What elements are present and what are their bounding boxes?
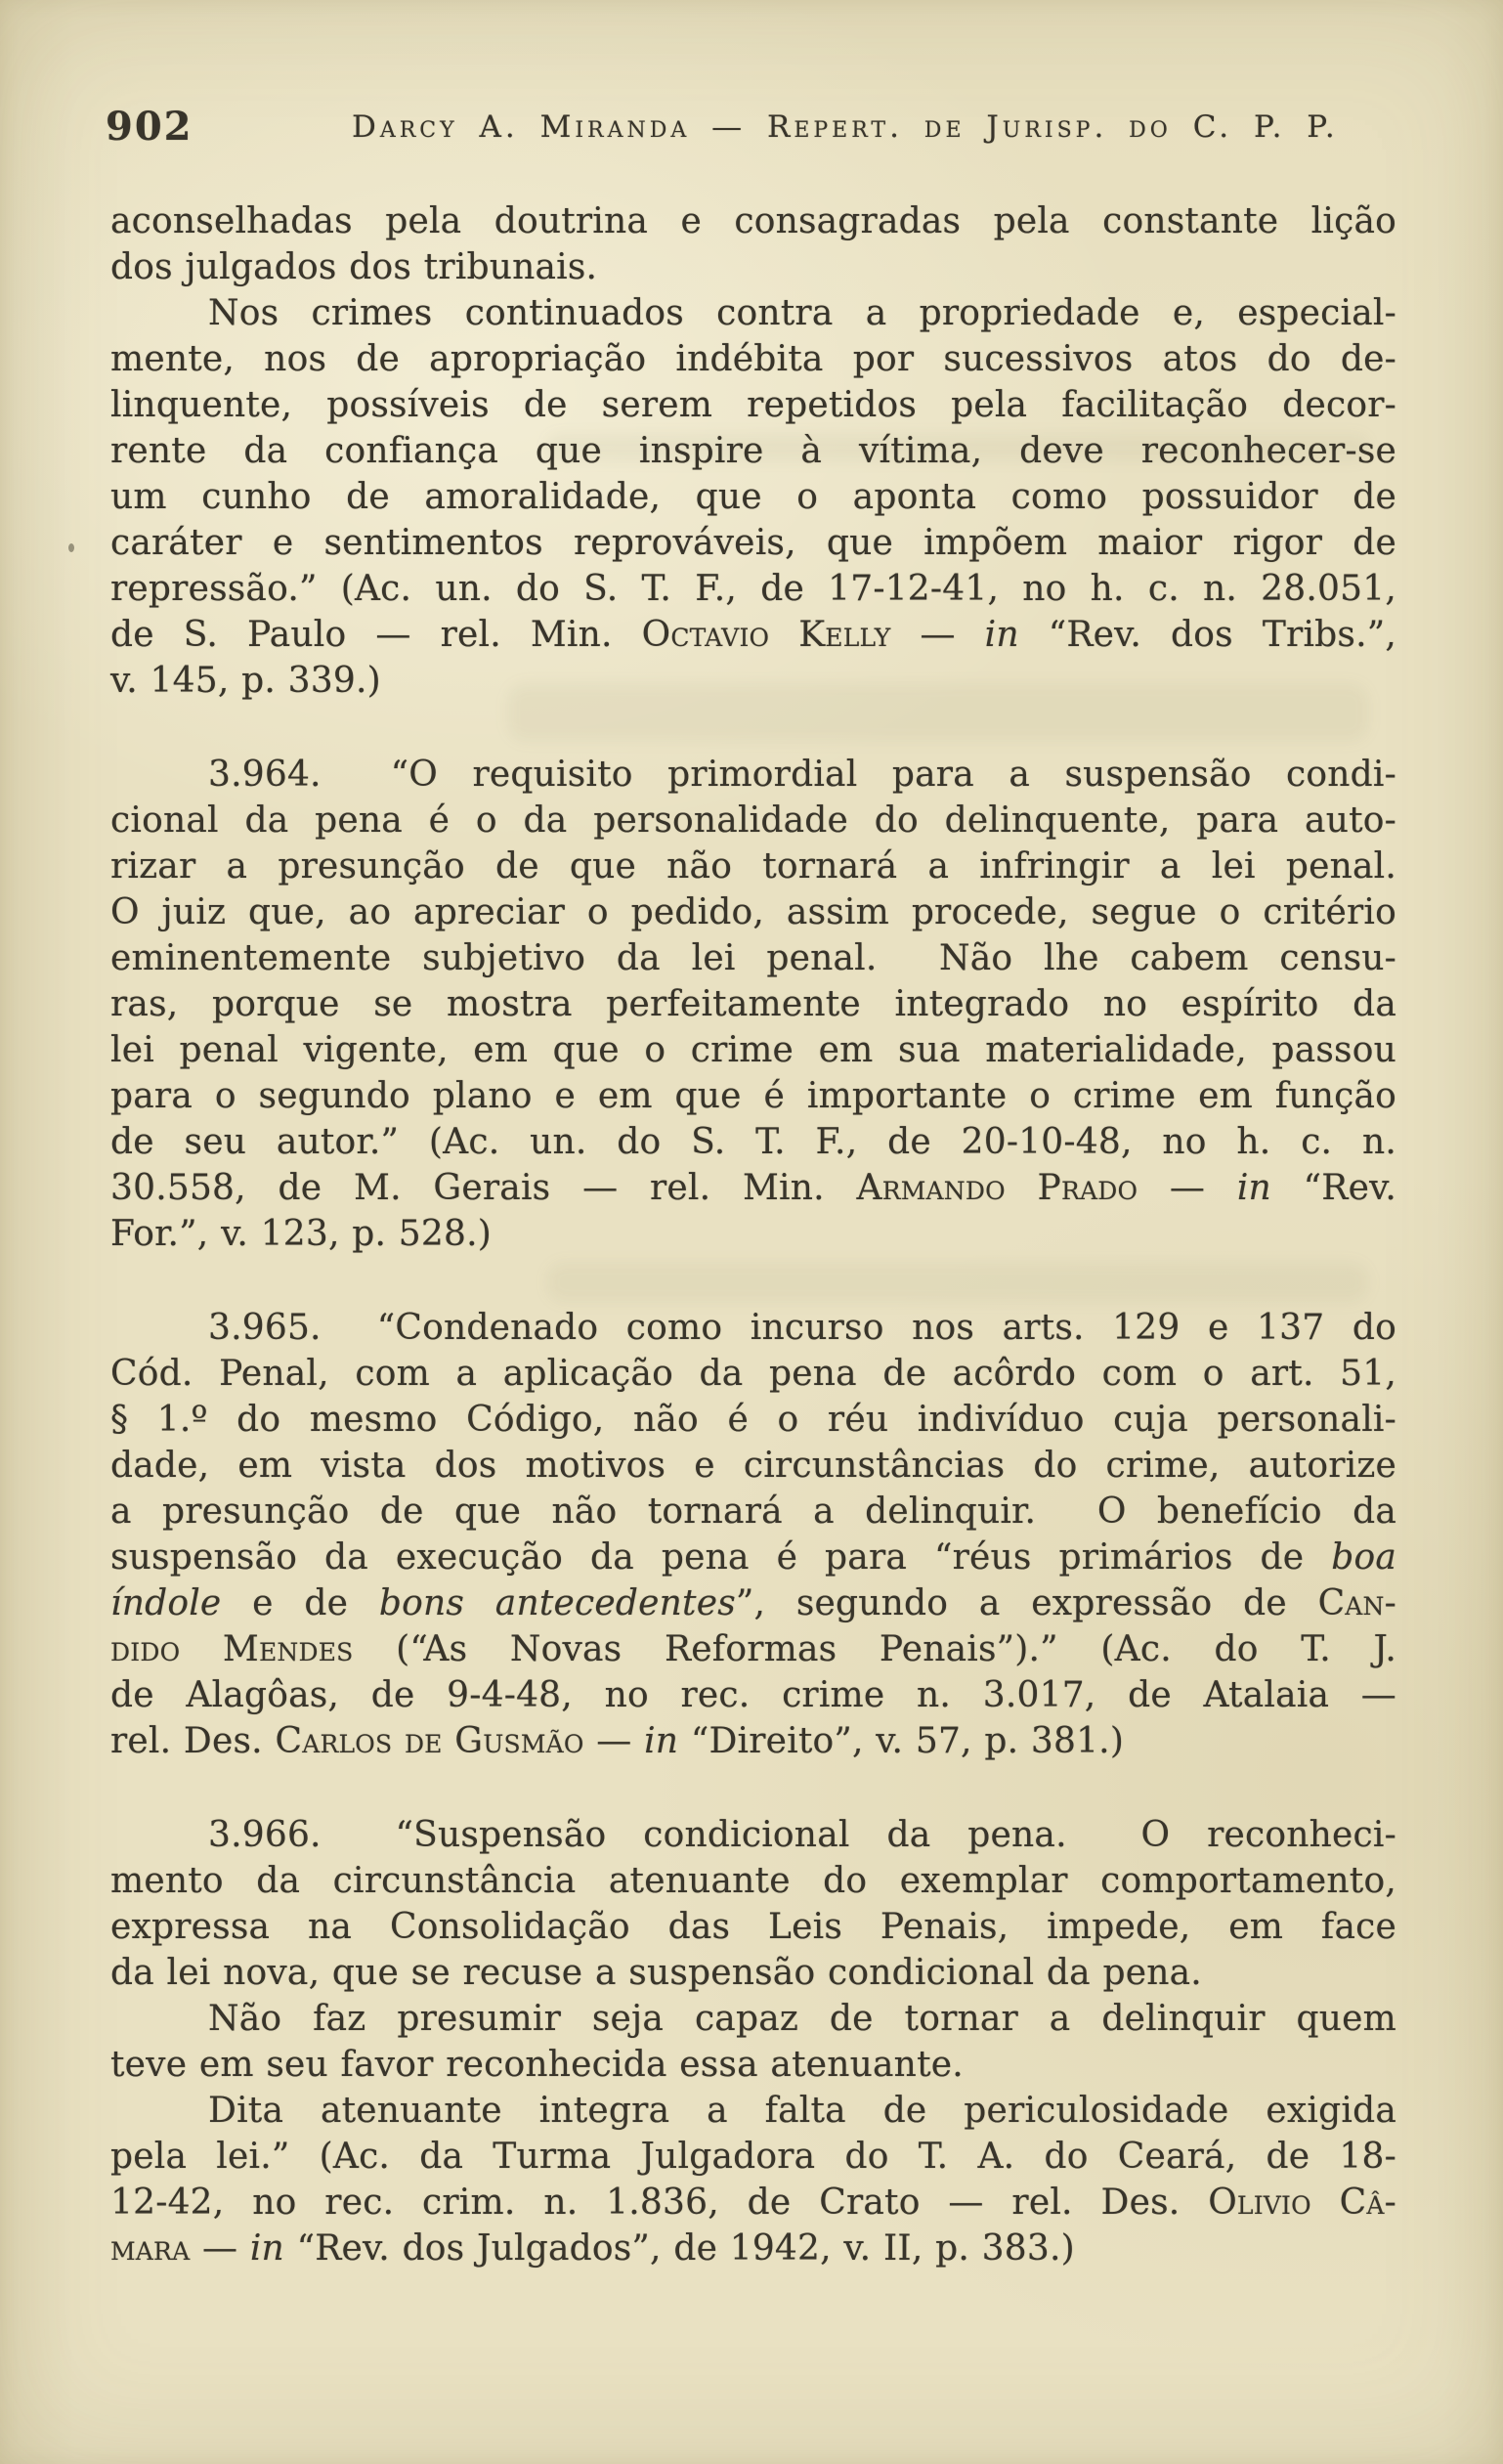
- text-segment: cional da pena é o da personalidade do delinquente, para auto-: [110, 800, 1396, 841]
- text-line: [110, 336, 1396, 382]
- text-segment: rizar a presunção de que não tornará a infringir a lei penal.: [110, 846, 1396, 886]
- text-segment: O juiz que, ao apreciar o pedido, assim procede, segue o critério: [110, 892, 1396, 932]
- text-segment: § 1.º do mesmo Código, não é o réu indivíduo cuja personali-: [110, 1400, 1396, 1440]
- text-line: [110, 290, 1396, 336]
- text-segment: —: [890, 615, 985, 655]
- text-segment: “Direito”, v. 57, p. 381.): [678, 1721, 1125, 1761]
- text-segment: —: [190, 2228, 250, 2269]
- text-segment: Não faz presumir seja capaz de tornar a delinquir quem: [208, 1999, 1396, 2039]
- body-text: [110, 198, 1396, 2271]
- text-segment-smallcaps: Carlos de Gusmão: [275, 1721, 584, 1761]
- text-segment: da lei nova, que se recuse a suspensão condicional da pena.: [110, 1953, 1202, 1993]
- text-line: [110, 1858, 1396, 1904]
- text-segment-smallcaps: Armando Prado: [856, 1168, 1138, 1208]
- text-line: [110, 1397, 1396, 1443]
- text-line: [110, 244, 1396, 290]
- paragraph: [110, 1305, 1396, 1764]
- text-segment: ”, segundo a expressão de: [735, 1583, 1318, 1623]
- paragraph: [110, 1812, 1396, 1996]
- text-segment-italic: in: [984, 615, 1019, 655]
- text-segment-smallcaps: mara: [110, 2228, 191, 2269]
- text-segment: repressão.” (Ac. un. do S. T. F., de 17-12-41, no h. c. n. 28.051,: [110, 569, 1396, 609]
- text-segment-smallcaps: Olivio Câ-: [1208, 2183, 1396, 2223]
- text-segment: de seu autor.” (Ac. un. do S. T. F., de 20-10-48, no h. c. n.: [110, 1122, 1396, 1162]
- text-segment: v. 145, p. 339.): [110, 661, 381, 701]
- text-segment: 30.558, de M. Gerais — rel. Min.: [110, 1168, 857, 1208]
- text-segment: 3.964. “O requisito primordial para a suspensão condi-: [208, 755, 1396, 795]
- text-line: [110, 428, 1396, 474]
- text-segment-italic: boa: [1331, 1537, 1396, 1578]
- running-header: Darcy A. Miranda — Repert. de Jurisp. do C. P. P.: [352, 109, 1339, 145]
- paragraph: [110, 198, 1396, 290]
- text-segment: aconselhadas pela doutrina e consagradas pela constante lição: [110, 201, 1396, 241]
- text-line: [110, 843, 1396, 889]
- text-line: [110, 981, 1396, 1027]
- text-segment: lei penal vigente, em que o crime em sua materialidade, passou: [110, 1030, 1396, 1070]
- text-segment: 3.966. “Suspensão condicional da pena. O reconheci-: [208, 1815, 1396, 1855]
- text-line: [110, 1950, 1396, 1996]
- text-segment: linquente, possíveis de serem repetidos pela facilitação decor-: [110, 385, 1396, 425]
- text-segment: Nos crimes continuados contra a propriedade e, especial-: [208, 293, 1396, 333]
- text-line: [110, 1489, 1396, 1535]
- text-segment: rel. Des.: [110, 1721, 276, 1761]
- text-line: [110, 1027, 1396, 1073]
- text-segment-italic: índole: [110, 1583, 222, 1623]
- text-line: [110, 520, 1396, 566]
- text-line: [110, 1718, 1396, 1764]
- text-segment: de S. Paulo — rel. Min.: [110, 615, 642, 655]
- text-line: [110, 658, 1396, 704]
- text-segment: de Alagôas, de 9-4-48, no rec. crime n. 3.017, de Atalaia —: [110, 1675, 1396, 1715]
- text-line: [110, 1351, 1396, 1397]
- text-segment: “Rev.: [1270, 1168, 1397, 1208]
- text-segment-smallcaps: dido Mendes: [110, 1629, 354, 1669]
- text-line: [110, 382, 1396, 428]
- text-segment: 12-42, no rec. crim. n. 1.836, de Crato — rel. Des.: [110, 2183, 1209, 2223]
- text-line: [110, 1305, 1396, 1351]
- text-segment: ras, porque se mostra perfeitamente integrado no espírito da: [110, 984, 1396, 1024]
- text-line: [110, 612, 1396, 658]
- text-segment: mento da circunstância atenuante do exemplar comportamento,: [110, 1861, 1396, 1901]
- text-line: [110, 1812, 1396, 1858]
- text-line: [110, 1626, 1396, 1672]
- text-segment: 3.965. “Condenado como incurso nos arts. 129 e 137 do: [208, 1308, 1396, 1348]
- text-line: [110, 1580, 1396, 1626]
- paper-speck: [68, 543, 74, 552]
- page-number: 902: [106, 104, 193, 150]
- text-line: [110, 1535, 1396, 1580]
- text-segment-italic: in: [249, 2228, 284, 2269]
- text-segment: dos julgados dos tribunais.: [110, 247, 598, 287]
- text-segment: expressa na Consolidação das Leis Penais, impede, em face: [110, 1907, 1396, 1947]
- text-segment: caráter e sentimentos reprováveis, que impõem maior rigor de: [110, 523, 1396, 563]
- text-segment: For.”, v. 123, p. 528.): [110, 1214, 492, 1254]
- text-segment-smallcaps: Can-: [1317, 1583, 1397, 1623]
- text-segment: suspensão da execução da pena é para “réus primários de: [110, 1537, 1332, 1578]
- text-line: [110, 798, 1396, 843]
- text-segment: teve em seu favor reconhecida essa atenuante.: [110, 2045, 964, 2085]
- paragraph: [110, 2088, 1396, 2271]
- text-line: [110, 889, 1396, 935]
- text-segment: (“As Novas Reformas Penais”).” (Ac. do T. J.: [353, 1629, 1396, 1669]
- text-line: [110, 752, 1396, 798]
- text-segment-italic: in: [1236, 1168, 1271, 1208]
- text-line: [110, 935, 1396, 981]
- text-line: [110, 1443, 1396, 1489]
- paragraph: [110, 290, 1396, 704]
- text-line: [110, 2134, 1396, 2180]
- text-segment: um cunho de amoralidade, que o aponta como possuidor de: [110, 477, 1396, 517]
- text-segment-smallcaps: Octavio Kelly: [641, 615, 891, 655]
- text-segment: dade, em vista dos motivos e circunstâncias do crime, autorize: [110, 1446, 1396, 1486]
- text-line: [110, 1672, 1396, 1718]
- text-segment: —: [1138, 1168, 1237, 1208]
- text-line: [110, 1211, 1396, 1257]
- text-segment: pela lei.” (Ac. da Turma Julgadora do T. A. do Ceará, de 18-: [110, 2137, 1396, 2177]
- text-segment: rente da confiança que inspire à vítima, deve reconhecer-se: [110, 431, 1396, 471]
- text-segment: “Rev. dos Julgados”, de 1942, v. II, p. 383.): [283, 2228, 1075, 2269]
- text-line: [110, 474, 1396, 520]
- text-segment: a presunção de que não tornará a delinquir. O benefício da: [110, 1491, 1396, 1532]
- text-line: [110, 566, 1396, 612]
- text-segment: —: [583, 1721, 645, 1761]
- text-line: [110, 1904, 1396, 1950]
- text-segment: e de: [221, 1583, 379, 1623]
- text-segment: mente, nos de apropriação indébita por sucessivos atos do de-: [110, 339, 1396, 379]
- text-line: [110, 1119, 1396, 1165]
- text-line: [110, 2042, 1396, 2088]
- text-line: [110, 198, 1396, 244]
- text-line: [110, 1165, 1396, 1211]
- text-segment: para o segundo plano e em que é importante o crime em função: [110, 1076, 1396, 1116]
- paragraph: [110, 1996, 1396, 2088]
- text-segment: “Rev. dos Tribs.”,: [1018, 615, 1396, 655]
- text-segment-italic: in: [644, 1721, 679, 1761]
- text-line: [110, 2088, 1396, 2134]
- text-segment: eminentemente subjetivo da lei penal. Não lhe cabem censu-: [110, 938, 1396, 978]
- paragraph: [110, 752, 1396, 1257]
- text-line: [110, 2180, 1396, 2226]
- text-line: [110, 1073, 1396, 1119]
- text-segment: Dita atenuante integra a falta de periculosidade exigida: [208, 2091, 1396, 2131]
- text-line: [110, 1996, 1396, 2042]
- text-segment-italic: bons antecedentes: [378, 1583, 736, 1623]
- text-line: [110, 2226, 1396, 2271]
- text-segment: Cód. Penal, com a aplicação da pena de acôrdo com o art. 51,: [110, 1354, 1396, 1394]
